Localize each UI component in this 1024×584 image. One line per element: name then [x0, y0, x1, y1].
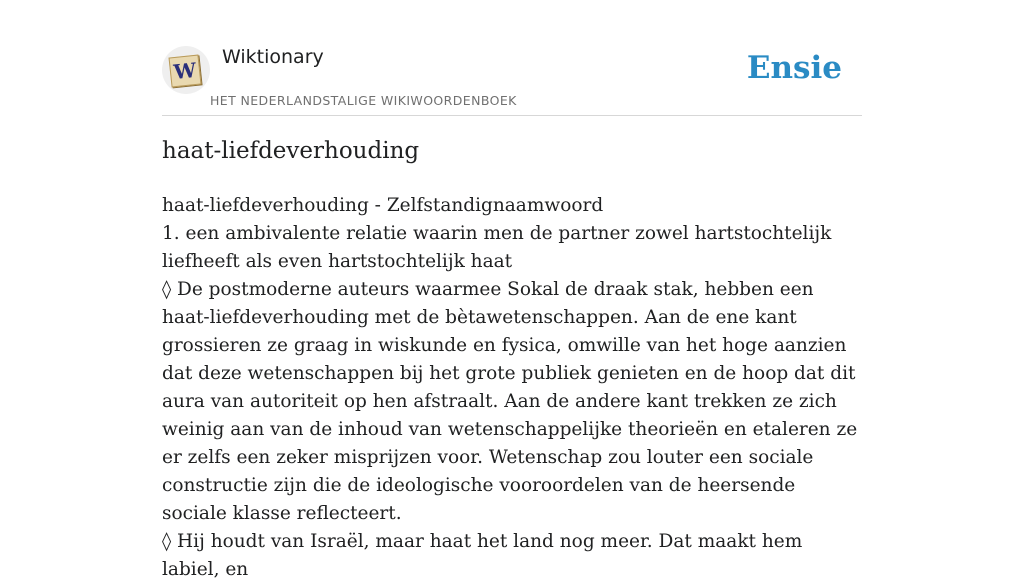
- site-tagline: HET NEDERLANDSTALIGE WIKIWOORDENBOEK: [210, 93, 517, 108]
- logo-tile-icon: [169, 55, 202, 88]
- site-name[interactable]: Wiktionary: [222, 46, 324, 68]
- entry-heading: haat-liefdeverhouding - Zelfstandignaamwoord: [162, 195, 604, 216]
- page-title: haat-liefdeverhouding: [162, 138, 420, 164]
- page: [162, 0, 862, 580]
- entry-content: [162, 192, 862, 584]
- entry-definition: 1. een ambivalente relatie waarin men de partner zowel hartstochtelijk liefheeft als even hartstochtelijk haat: [162, 223, 832, 272]
- example-sentence: ◊ De postmoderne auteurs waarmee Sokal de draak stak, hebben een haat-liefdeverhouding met de bètawetenschappen. Aan de ene kant grossieren ze graag in wiskunde en fysica, omwille van het hoge aanzien dat deze wetenschappen bij het grote publiek genieten en de hoop dat dit aura van autoriteit op hen afstraalt. Aan de andere kant trekken ze zich weinig aan van de inhoud van wetenschappelijke theorieën en etaleren ze er zelfs een zeker misprijzen voor. Wetenschap zou louter een sociale constructie zijn die de ideologische vooroordelen van de heersende sociale klasse reflecteert.: [162, 279, 858, 524]
- wiktionary-logo[interactable]: [162, 46, 210, 94]
- site-header: [162, 0, 862, 116]
- brand-logo[interactable]: Ensie: [746, 50, 842, 86]
- logo-letter: W: [172, 57, 198, 85]
- example-sentence: ◊ Hij houdt van Israël, maar haat het land nog meer. Dat maakt hem labiel, en: [162, 531, 803, 580]
